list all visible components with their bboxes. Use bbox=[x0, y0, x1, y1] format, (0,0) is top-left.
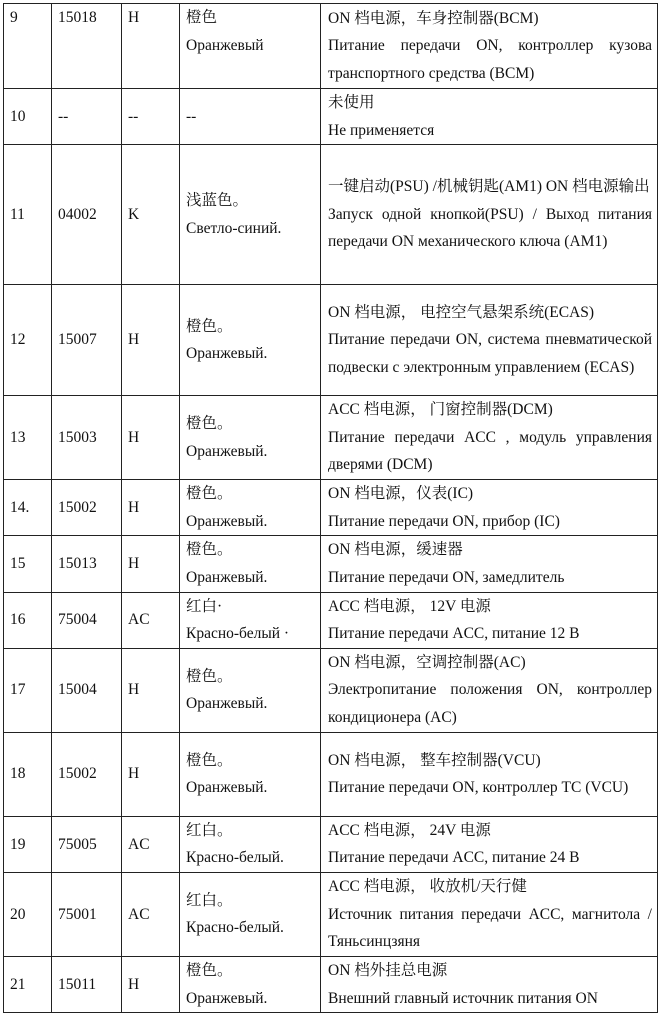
table-row bbox=[4, 648, 658, 732]
pin-number: 13 bbox=[4, 396, 52, 480]
description-ru: Питание передачи ACC, питание 24 В bbox=[328, 849, 580, 867]
pin-number: 21 bbox=[4, 956, 52, 1012]
circuit-description bbox=[321, 872, 658, 956]
table-row bbox=[4, 89, 658, 145]
circuit-code: 75001 bbox=[52, 872, 122, 956]
wire-color-cn: 红白。 bbox=[186, 821, 233, 839]
circuit-code: 15013 bbox=[52, 536, 122, 592]
pin-number: 15 bbox=[4, 536, 52, 592]
table-row bbox=[4, 480, 658, 536]
wire-type: H bbox=[122, 396, 180, 480]
wire-type: K bbox=[122, 145, 180, 285]
pin-number: 14. bbox=[4, 480, 52, 536]
wire-color-ru: Оранжевый. bbox=[186, 695, 268, 713]
circuit-code: 75004 bbox=[52, 592, 122, 648]
circuit-description bbox=[321, 480, 658, 536]
description-cn: 未使用 bbox=[328, 94, 375, 111]
description-cn: ON 档外挂总电源 bbox=[328, 961, 448, 979]
description-cn: ACC 档电源， 12V 电源 bbox=[328, 597, 491, 615]
wire-color-ru: Оранжевый. bbox=[186, 442, 268, 460]
description-ru: Не применяется bbox=[328, 121, 435, 139]
wire-color bbox=[180, 145, 321, 285]
wire-color-ru: Красно-белый. bbox=[186, 919, 284, 937]
pin-number: 17 bbox=[4, 648, 52, 732]
description-cn: 一键启动(PSU) /机械钥匙(AM1) ON 档电源输出 bbox=[328, 178, 650, 196]
circuit-code: 15002 bbox=[52, 732, 122, 816]
wire-color-cn: 浅蓝色。 bbox=[186, 192, 249, 210]
pin-number: 18 bbox=[4, 732, 52, 816]
pin-number: 16 bbox=[4, 592, 52, 648]
description-ru: Питание передачи ACC, питание 12 В bbox=[328, 625, 580, 643]
description-cn: ACC 档电源， 门窗控制器(DCM) bbox=[328, 401, 553, 419]
circuit-code: -- bbox=[52, 89, 122, 145]
pin-number: 19 bbox=[4, 816, 52, 872]
table-row bbox=[4, 956, 658, 1012]
wire-type: -- bbox=[122, 89, 180, 145]
description-ru: Питание передачи ACC , модуль управления дверями (DCM) bbox=[328, 428, 652, 474]
pin-number: 20 bbox=[4, 872, 52, 956]
table-row bbox=[4, 816, 658, 872]
description-ru: Запуск одной кнопкой(PSU) / Выход питания передачи ON механического ключа (AM1) bbox=[328, 205, 652, 251]
wire-color-cn: 橙色。 bbox=[186, 541, 233, 559]
wire-color bbox=[180, 872, 321, 956]
wire-color bbox=[180, 592, 321, 648]
circuit-description bbox=[321, 592, 658, 648]
table-row bbox=[4, 285, 658, 396]
table-row bbox=[4, 4, 658, 89]
table-row bbox=[4, 536, 658, 592]
wire-color bbox=[180, 816, 321, 872]
circuit-description bbox=[321, 732, 658, 816]
description-ru: Питание передачи ON, прибор (IC) bbox=[328, 512, 560, 530]
wire-type: H bbox=[122, 480, 180, 536]
wire-color-ru: Красно-белый. bbox=[186, 849, 284, 867]
circuit-code: 15004 bbox=[52, 648, 122, 732]
table-row bbox=[4, 732, 658, 816]
wire-type: AC bbox=[122, 872, 180, 956]
wire-type: H bbox=[122, 648, 180, 732]
circuit-code: 15011 bbox=[52, 956, 122, 1012]
wire-color-ru: Оранжевый. bbox=[186, 779, 268, 797]
description-cn: ON 档电源，车身控制器(BCM) bbox=[328, 9, 539, 27]
circuit-code: 75005 bbox=[52, 816, 122, 872]
wire-color bbox=[180, 956, 321, 1012]
wire-color-cn: 橙色 bbox=[186, 9, 218, 26]
circuit-description bbox=[321, 396, 658, 480]
wire-type: H bbox=[122, 956, 180, 1012]
description-cn: ON 档电源， 整车控制器(VCU) bbox=[328, 751, 541, 769]
description-ru: Внешний главный источник питания ON bbox=[328, 989, 598, 1007]
wire-type: H bbox=[122, 285, 180, 396]
circuit-description bbox=[321, 285, 658, 396]
circuit-code: 15007 bbox=[52, 285, 122, 396]
circuit-code: 15018 bbox=[52, 4, 122, 89]
description-ru: Электропитание положения ON, контроллер кондиционера (AC) bbox=[328, 681, 652, 727]
circuit-description bbox=[321, 536, 658, 592]
circuit-code: 15003 bbox=[52, 396, 122, 480]
circuit-description bbox=[321, 89, 658, 145]
description-cn: ON 档电源， 电控空气悬架系统(ECAS) bbox=[328, 303, 595, 321]
description-ru: Питание передачи ON, система пневматической подвески с электронным управлением (ECAS) bbox=[328, 331, 652, 376]
description-cn: ACC 档电源， 24V 电源 bbox=[328, 821, 491, 839]
wire-color-cn: 橙色。 bbox=[186, 667, 233, 685]
wire-color-ru: Оранжевый. bbox=[186, 568, 268, 586]
circuit-description bbox=[321, 4, 658, 89]
wire-color bbox=[180, 4, 321, 89]
wire-color-cn: 橙色。 bbox=[186, 751, 233, 769]
pin-number: 10 bbox=[4, 89, 52, 145]
wire-color-cn: -- bbox=[186, 107, 197, 125]
description-cn: ON 档电源，空调控制器(AC) bbox=[328, 653, 526, 671]
wire-color-ru: Оранжевый. bbox=[186, 512, 268, 530]
wire-color bbox=[180, 285, 321, 396]
wire-color bbox=[180, 480, 321, 536]
wire-type: AC bbox=[122, 592, 180, 648]
circuit-description bbox=[321, 816, 658, 872]
wire-type: AC bbox=[122, 816, 180, 872]
wire-color-cn: 橙色。 bbox=[186, 961, 233, 979]
pin-number: 12 bbox=[4, 285, 52, 396]
wire-color bbox=[180, 89, 321, 145]
wire-color bbox=[180, 536, 321, 592]
circuit-code: 04002 bbox=[52, 145, 122, 285]
wire-color-cn: 橙色。 bbox=[186, 485, 233, 503]
description-cn: ON 档电源，仪表(IC) bbox=[328, 485, 474, 503]
circuit-description bbox=[321, 648, 658, 732]
pin-number: 11 bbox=[4, 145, 52, 285]
wire-color-cn: 橙色。 bbox=[186, 317, 233, 335]
circuit-code: 15002 bbox=[52, 480, 122, 536]
wire-type: H bbox=[122, 732, 180, 816]
wire-color bbox=[180, 396, 321, 480]
fuse-circuit-table bbox=[3, 3, 658, 1013]
description-cn: ON 档电源，缓速器 bbox=[328, 541, 463, 559]
wire-color-ru: Оранжевый bbox=[186, 36, 264, 54]
description-ru: Питание передачи ON, контроллер ТС (VCU) bbox=[328, 779, 629, 797]
wire-type: H bbox=[122, 4, 180, 89]
wire-color-cn: 橙色。 bbox=[186, 415, 233, 433]
wire-color-cn: 红白· bbox=[186, 597, 223, 615]
wire-color-ru: Оранжевый. bbox=[186, 345, 268, 363]
table-row bbox=[4, 592, 658, 648]
description-ru: Питание передачи ON, замедлитель bbox=[328, 568, 565, 586]
description-ru: Питание передачи ON, контроллер кузова транспортного средства (BCM) bbox=[328, 37, 652, 82]
circuit-description bbox=[321, 956, 658, 1012]
wire-color-cn: 红白。 bbox=[186, 891, 233, 909]
wire-color bbox=[180, 648, 321, 732]
table-row bbox=[4, 145, 658, 285]
description-ru: Источник питания передачи ACC, магнитола /Тяньсинцзяня bbox=[328, 905, 652, 951]
wire-color-ru: Оранжевый. bbox=[186, 989, 268, 1007]
wire-color bbox=[180, 732, 321, 816]
circuit-description bbox=[321, 145, 658, 285]
wire-type: H bbox=[122, 536, 180, 592]
wire-color-ru: Красно-белый · bbox=[186, 625, 290, 643]
wire-color-ru: Светло-синий. bbox=[186, 219, 282, 237]
table-row bbox=[4, 396, 658, 480]
description-cn: ACC 档电源， 收放机/天行健 bbox=[328, 878, 527, 896]
table-row bbox=[4, 872, 658, 956]
pin-number: 9 bbox=[4, 4, 52, 89]
